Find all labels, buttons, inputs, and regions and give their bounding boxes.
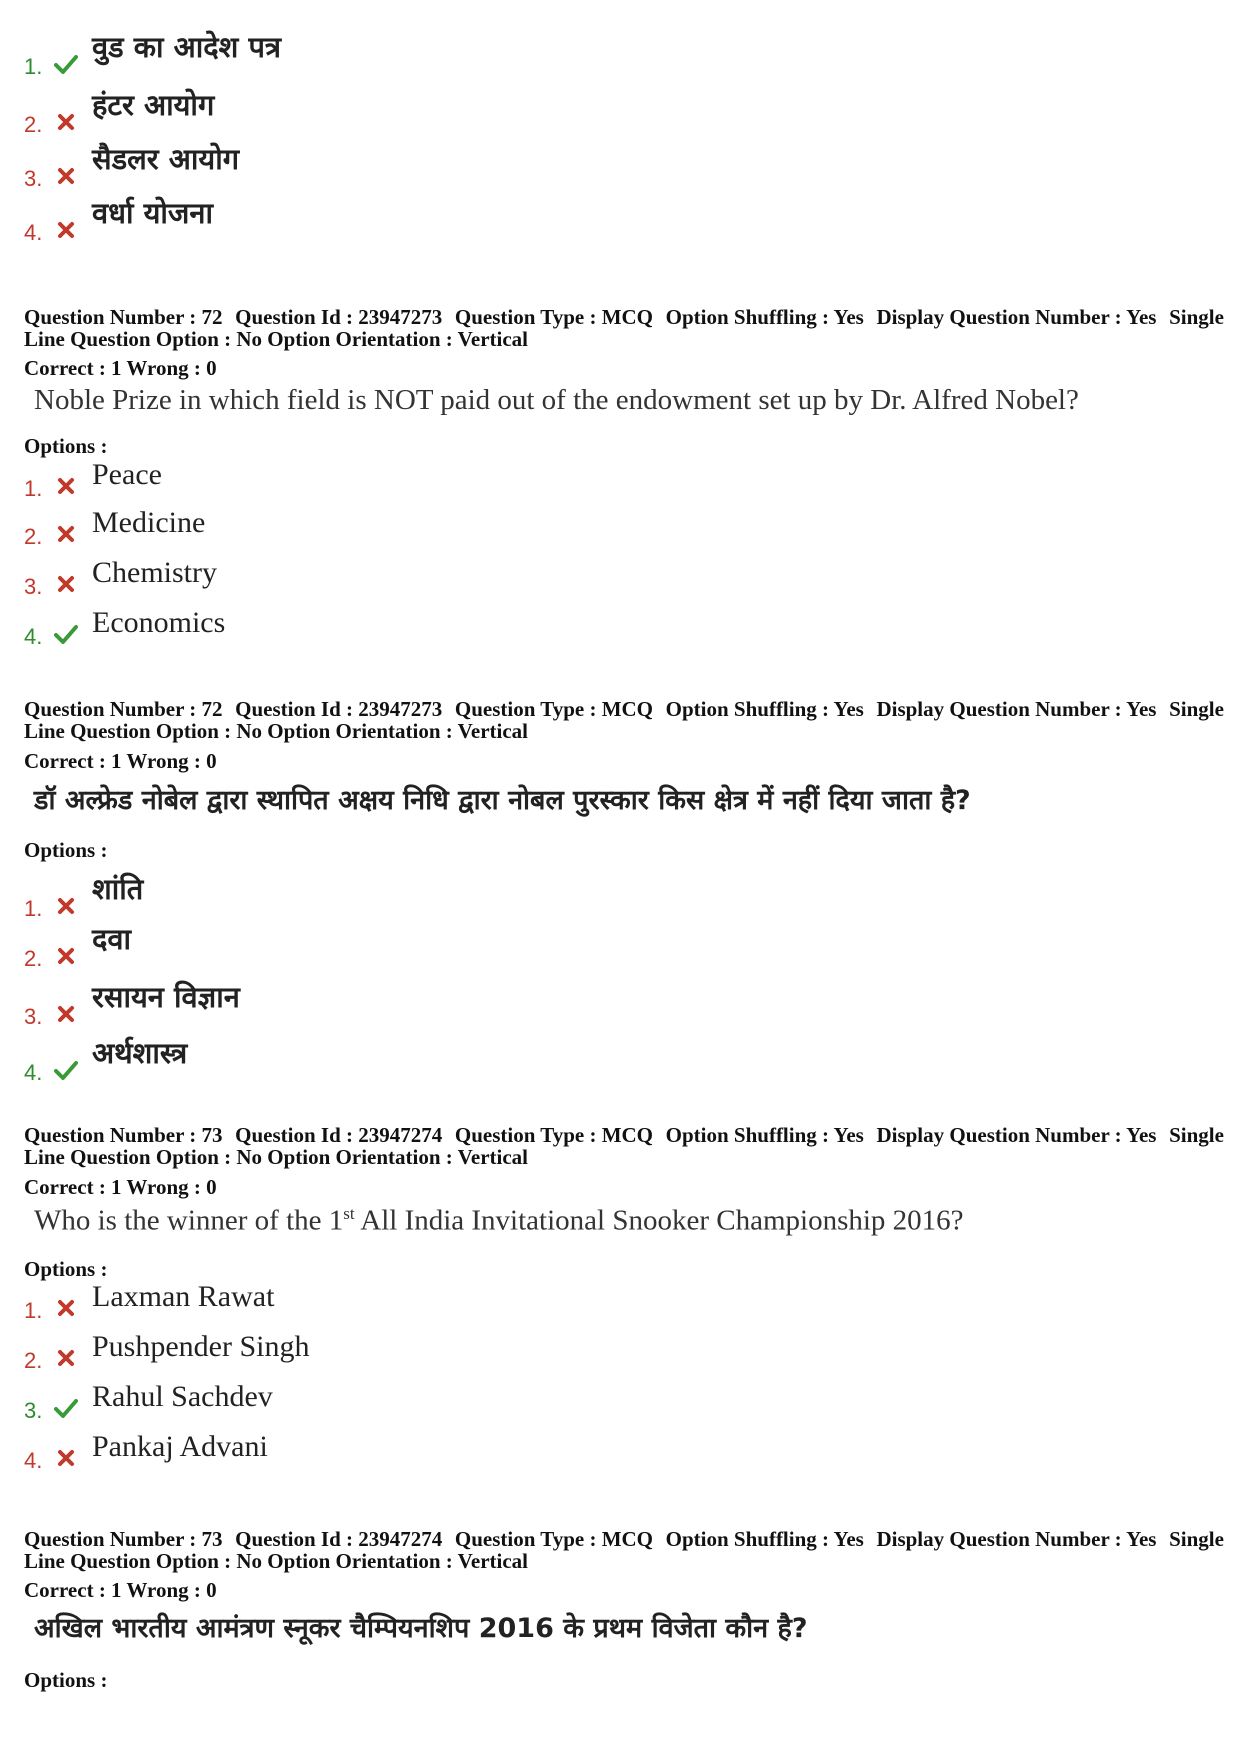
meta-display-number: Display Question Number : Yes xyxy=(876,1123,1157,1147)
question-meta xyxy=(24,698,1224,742)
meta-option-shuffling: Option Shuffling : Yes xyxy=(665,697,864,721)
question-meta xyxy=(24,306,1224,350)
question-text-superscript: st xyxy=(343,1204,355,1223)
question-meta xyxy=(24,1528,1224,1572)
question-text-part: All India Invitational Snooker Championship 2016? xyxy=(354,1204,964,1237)
option-text: Pushpender Singh xyxy=(92,1330,310,1363)
option-text: Chemistry xyxy=(92,556,217,589)
cross-icon xyxy=(54,164,78,188)
meta-question-id: Question Id : 23947273 xyxy=(235,305,443,329)
option-text: Rahul Sachdev xyxy=(92,1380,273,1413)
meta-display-number: Display Question Number : Yes xyxy=(876,305,1157,329)
question-text: Noble Prize in which field is NOT paid out of the endowment set up by Dr. Alfred Nobel? xyxy=(34,384,1079,416)
cross-icon xyxy=(54,1346,78,1370)
meta-line2: Line Question Option : No Option Orientation : Vertical xyxy=(24,1549,529,1573)
cross-icon xyxy=(54,218,78,242)
meta-question-number: Question Number : 73 xyxy=(24,1123,223,1147)
meta-line2: Line Question Option : No Option Orientation : Vertical xyxy=(24,719,529,743)
options-label: Options : xyxy=(24,1257,108,1281)
option-text: Peace xyxy=(92,458,162,491)
cross-icon xyxy=(54,110,78,134)
cross-icon xyxy=(54,944,78,968)
check-icon xyxy=(54,1058,78,1082)
option-text: हंटर आयोग xyxy=(92,88,215,122)
option-text: वर्धा योजना xyxy=(92,196,214,230)
cross-icon xyxy=(54,572,78,596)
options-label: Options : xyxy=(24,838,108,862)
option-text: सैडलर आयोग xyxy=(92,142,240,176)
meta-single: Single xyxy=(1169,305,1224,329)
meta-line2: Line Question Option : No Option Orientation : Vertical xyxy=(24,1145,529,1169)
meta-question-number: Question Number : 72 xyxy=(24,697,223,721)
option-text: शांति xyxy=(92,872,144,906)
meta-option-shuffling: Option Shuffling : Yes xyxy=(665,1123,864,1147)
correct-wrong: Correct : 1 Wrong : 0 xyxy=(24,356,217,380)
option-number: 3. xyxy=(24,1398,43,1423)
option-number: 3. xyxy=(24,166,43,191)
option-number: 4. xyxy=(24,1060,43,1085)
cross-icon xyxy=(54,522,78,546)
option-number: 3. xyxy=(24,574,43,599)
meta-question-type: Question Type : MCQ xyxy=(454,697,654,721)
meta-question-id: Question Id : 23947274 xyxy=(235,1123,443,1147)
correct-wrong: Correct : 1 Wrong : 0 xyxy=(24,1578,217,1602)
check-icon xyxy=(54,622,78,646)
correct-wrong: Correct : 1 Wrong : 0 xyxy=(24,749,217,773)
meta-question-type: Question Type : MCQ xyxy=(454,1123,654,1147)
meta-display-number: Display Question Number : Yes xyxy=(876,697,1157,721)
option-number: 1. xyxy=(24,54,43,79)
option-text: Economics xyxy=(92,606,226,639)
meta-question-id: Question Id : 23947274 xyxy=(235,1527,443,1551)
check-icon xyxy=(54,52,78,76)
option-number: 4. xyxy=(24,220,43,245)
cross-icon xyxy=(54,1002,78,1026)
cross-icon xyxy=(54,1296,78,1320)
option-number: 3. xyxy=(24,1004,43,1029)
meta-question-type: Question Type : MCQ xyxy=(454,305,654,329)
meta-display-number: Display Question Number : Yes xyxy=(876,1527,1157,1551)
correct-wrong: Correct : 1 Wrong : 0 xyxy=(24,1175,217,1199)
option-number: 2. xyxy=(24,112,43,137)
option-text: वुड का आदेश पत्र xyxy=(92,30,281,64)
option-number: 4. xyxy=(24,624,43,649)
meta-question-number: Question Number : 72 xyxy=(24,305,223,329)
question-text: अखिल भारतीय आमंत्रण स्नूकर चैम्पियनशिप 2016 के प्रथम विजेता कौन है? xyxy=(34,1613,808,1644)
meta-line2: Line Question Option : No Option Orientation : Vertical xyxy=(24,327,529,351)
question-text-part: Who is the winner of the 1 xyxy=(34,1204,344,1237)
meta-question-number: Question Number : 73 xyxy=(24,1527,223,1551)
options-label: Options : xyxy=(24,1668,108,1692)
meta-single: Single xyxy=(1169,697,1224,721)
option-text: Laxman Rawat xyxy=(92,1280,275,1313)
options-label: Options : xyxy=(24,434,108,458)
meta-single: Single xyxy=(1169,1123,1224,1147)
meta-question-id: Question Id : 23947273 xyxy=(235,697,443,721)
option-text: Pankaj Advani xyxy=(92,1430,268,1463)
question-text: डॉ अल्फ्रेड नोबेल द्वारा स्थापित अक्षय निधि द्वारा नोबल पुरस्कार किस क्षेत्र में नहीं दिया जाता है? xyxy=(34,785,971,816)
option-text: Medicine xyxy=(92,506,206,539)
option-number: 1. xyxy=(24,1298,43,1323)
meta-option-shuffling: Option Shuffling : Yes xyxy=(665,305,864,329)
option-number: 1. xyxy=(24,896,43,921)
cross-icon xyxy=(54,1446,78,1470)
meta-option-shuffling: Option Shuffling : Yes xyxy=(665,1527,864,1551)
option-number: 2. xyxy=(24,524,43,549)
cross-icon xyxy=(54,894,78,918)
check-icon xyxy=(54,1396,78,1420)
option-text: दवा xyxy=(92,922,132,956)
option-text: रसायन विज्ञान xyxy=(92,980,240,1014)
cross-icon xyxy=(54,474,78,498)
question-text xyxy=(34,1204,964,1238)
option-text: अर्थशास्त्र xyxy=(92,1036,188,1070)
meta-question-type: Question Type : MCQ xyxy=(454,1527,654,1551)
option-number: 1. xyxy=(24,476,43,501)
option-number: 2. xyxy=(24,1348,43,1373)
meta-single: Single xyxy=(1169,1527,1224,1551)
option-number: 4. xyxy=(24,1448,43,1473)
option-number: 2. xyxy=(24,946,43,971)
question-meta xyxy=(24,1124,1224,1168)
